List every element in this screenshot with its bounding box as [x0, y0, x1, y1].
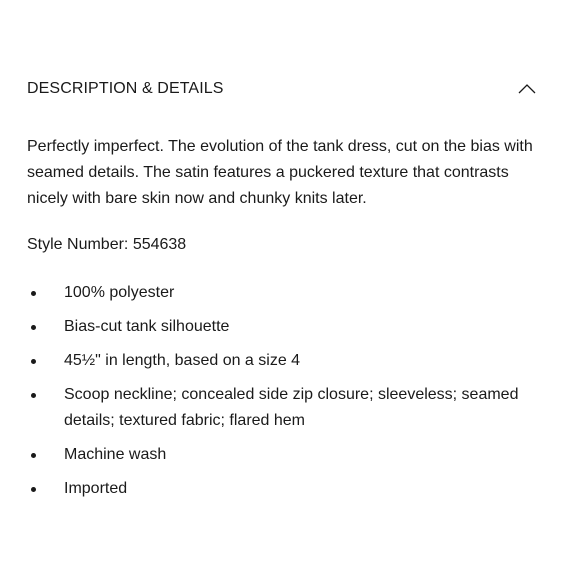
list-item-text: Bias-cut tank silhouette [64, 318, 230, 335]
list-item [27, 314, 537, 340]
bullet-icon [31, 487, 36, 492]
bullet-icon [31, 453, 36, 458]
chevron-up-icon[interactable] [517, 82, 537, 96]
list-item-text: Imported [64, 480, 128, 497]
bullet-icon [31, 291, 36, 296]
list-item [27, 348, 537, 374]
bullet-icon [31, 325, 36, 330]
list-item-text: 45½" in length, based on a size 4 [64, 352, 301, 369]
section-header-toggle[interactable] [27, 78, 537, 100]
list-item-text: Machine wash [64, 446, 167, 463]
list-item-text: 100% polyester [64, 284, 175, 301]
list-item [27, 280, 537, 306]
details-list [27, 280, 537, 510]
product-description: Perfectly imperfect. The evolution of the tank dress, cut on the bias with seamed details. The satin features a puckered texture that contrasts nicely with bare skin now and chunky knits later. [27, 138, 533, 207]
bullet-icon [31, 359, 36, 364]
list-item [27, 382, 537, 434]
section-title: DESCRIPTION & DETAILS [27, 80, 224, 97]
list-item-text: Scoop neckline; concealed side zip closure; sleeveless; seamed details; textured fabric; flared hem [64, 386, 519, 429]
bullet-icon [31, 393, 36, 398]
list-item [27, 476, 537, 502]
style-number: Style Number: 554638 [27, 236, 187, 253]
list-item [27, 442, 537, 468]
